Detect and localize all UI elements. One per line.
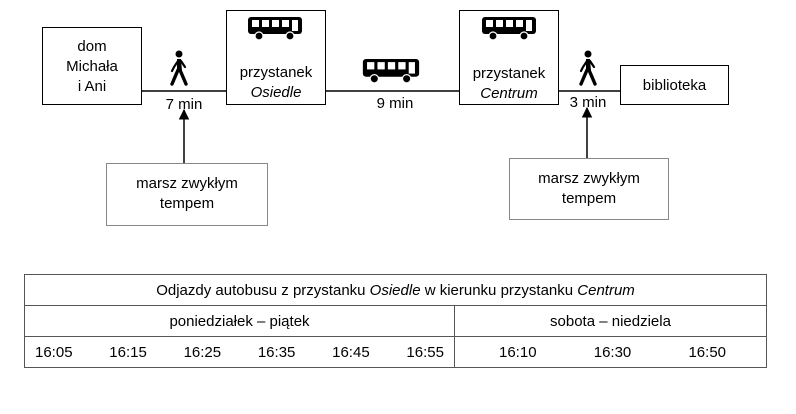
stop-centrum-label: przystanek xyxy=(472,65,546,82)
weekday-time: 16:55 xyxy=(406,343,444,361)
note1-line2: tempem xyxy=(159,195,215,212)
schedule-times-row xyxy=(25,337,767,368)
schedule-title-pre: Odjazdy autobusu z przystanku xyxy=(156,281,370,299)
stop-centrum-name: Centrum xyxy=(480,85,538,102)
note2-line1: marsz zwykłym xyxy=(538,170,640,187)
schedule-title-row xyxy=(25,275,767,306)
weekday-times-cell xyxy=(25,337,455,368)
bus-icon xyxy=(482,17,536,41)
weekend-time: 16:50 xyxy=(688,343,727,361)
weekday-time: 16:25 xyxy=(183,343,222,361)
schedule-title xyxy=(25,275,767,306)
note1-line1: marsz zwykłym xyxy=(136,175,238,192)
weekdays-header: poniedziałek – piątek xyxy=(25,306,455,337)
library-label: biblioteka xyxy=(642,77,707,94)
weekday-time: 16:15 xyxy=(109,343,147,361)
weekday-time: 16:35 xyxy=(257,343,296,361)
stop-osiedle-label: przystanek xyxy=(239,64,313,81)
bus-schedule-table xyxy=(24,274,767,368)
home-label-2: Michała xyxy=(66,58,118,75)
weekend-header: sobota – niedziela xyxy=(455,306,767,337)
home-label-1: dom xyxy=(77,38,107,55)
walk1-time: 7 min xyxy=(165,96,203,113)
bus-icon xyxy=(362,59,420,84)
walk2-time: 3 min xyxy=(569,94,607,111)
weekend-time: 16:10 xyxy=(499,343,537,361)
bus-time: 9 min xyxy=(376,95,414,112)
schedule-title-from: Osiedle xyxy=(369,281,421,299)
stop-osiedle-name: Osiedle xyxy=(250,84,302,101)
home-label-3: i Ani xyxy=(77,78,107,95)
schedule-title-to: Centrum xyxy=(577,281,635,299)
weekend-time: 16:30 xyxy=(593,343,632,361)
weekday-time: 16:05 xyxy=(35,343,73,361)
note2-line2: tempem xyxy=(561,190,617,207)
walking-person-icon xyxy=(167,50,189,86)
weekday-time: 16:45 xyxy=(332,343,370,361)
schedule-header-row xyxy=(25,306,767,337)
bus-icon xyxy=(248,17,302,41)
walking-person-icon xyxy=(576,50,598,86)
weekend-times-cell xyxy=(455,337,767,368)
schedule-title-mid: w kierunku przystanku xyxy=(420,281,578,299)
